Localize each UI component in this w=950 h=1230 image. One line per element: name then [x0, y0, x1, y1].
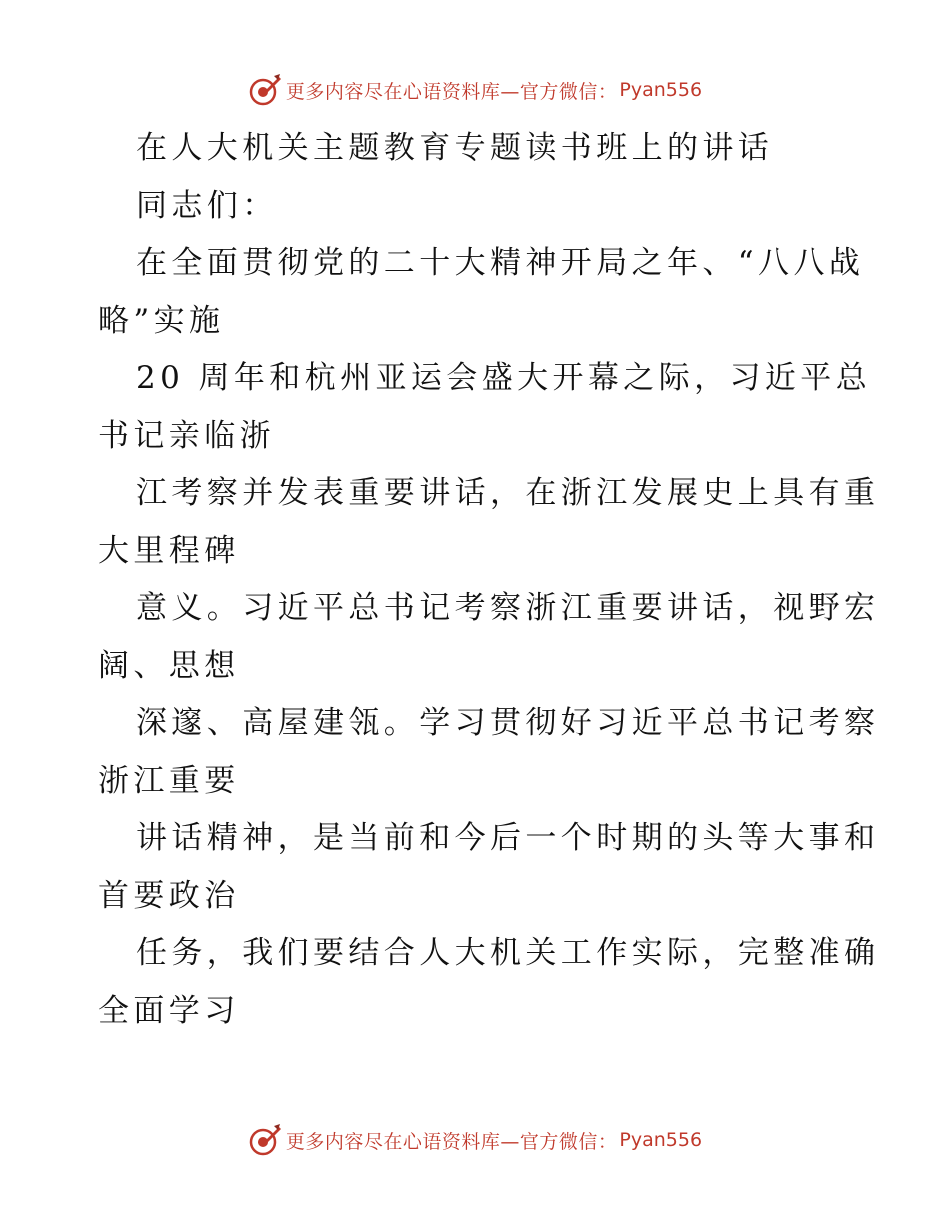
paragraph-line: 全面学习 — [98, 992, 240, 1029]
quill-logo-icon — [248, 73, 282, 107]
paragraph-line: 讲话精神，是当前和今后一个时期的头等大事和 — [136, 820, 880, 856]
paragraph-line: 书记亲临浙 — [98, 417, 275, 454]
paragraph-line: 任务，我们要结合人大机关工作实际，完整准确 — [136, 935, 880, 971]
paragraph-line: 深邃、高屋建瓴。学习贯彻好习近平总书记考察 — [136, 705, 880, 741]
paragraph-line: 20 周年和杭州亚运会盛大开幕之际，习近平总 — [136, 360, 872, 396]
salutation: 同志们： — [136, 187, 278, 224]
paragraph-line: 浙江重要 — [98, 762, 240, 799]
paragraph-line: 大里程碑 — [98, 532, 240, 569]
paragraph-line: 首要政治 — [98, 877, 240, 914]
document-title: 在人大机关主题教育专题读书班上的讲话 — [136, 130, 774, 166]
paragraph-line: 意义。习近平总书记考察浙江重要讲话，视野宏 — [136, 590, 880, 626]
header-watermark — [0, 70, 950, 110]
paragraph-line: 阔、思想 — [98, 647, 240, 684]
watermark-text: 更多内容尽在心语资料库—官方微信： — [285, 1130, 618, 1153]
footer-watermark — [0, 1120, 950, 1160]
watermark-wechat-id: Pyan556 — [619, 79, 703, 101]
watermark-text: 更多内容尽在心语资料库—官方微信： — [285, 80, 618, 103]
quill-logo-icon — [248, 1123, 282, 1157]
paragraph-line: 在全面贯彻党的二十大精神开局之年、“八八战 — [136, 245, 865, 281]
paragraph-line: 略”实施 — [98, 302, 225, 339]
paragraph-line: 江考察并发表重要讲话，在浙江发展史上具有重 — [136, 475, 880, 511]
watermark-wechat-id: Pyan556 — [619, 1129, 703, 1151]
document-body — [98, 120, 880, 1040]
